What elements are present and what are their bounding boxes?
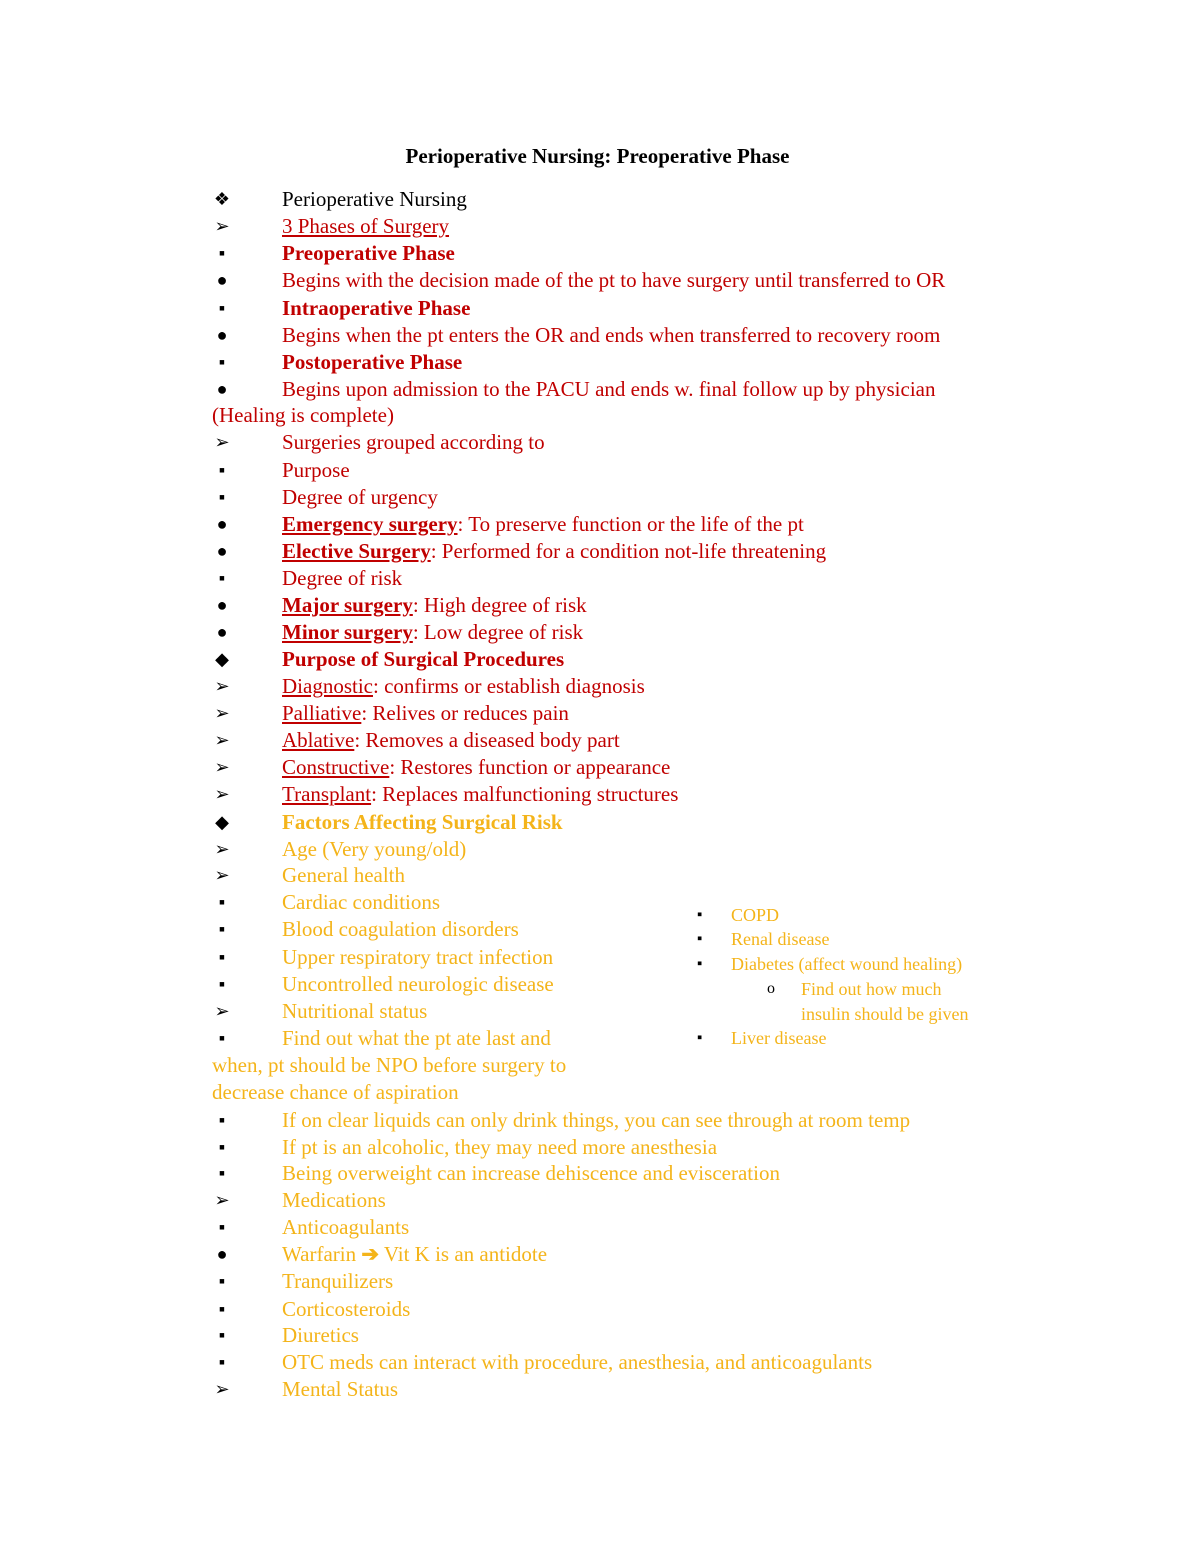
square-bullet-icon: ▪	[218, 892, 226, 912]
square-bullet-icon: ▪	[218, 298, 226, 318]
list-item-continuation: when, pt should be NPO before surgery to	[212, 1053, 567, 1077]
diamond-bullet-icon: ◆	[215, 649, 229, 669]
arrow-bullet-icon: ➢	[214, 216, 230, 236]
square-bullet-icon: ▪	[697, 907, 703, 923]
arrow-bullet-icon: ➢	[214, 1379, 230, 1399]
dot-bullet-icon: ●	[216, 622, 228, 642]
dot-bullet-icon: ●	[216, 541, 228, 561]
square-bullet-icon: ▪	[218, 568, 226, 588]
square-bullet-icon: ▪	[218, 1028, 226, 1048]
square-bullet-icon: ▪	[218, 974, 226, 994]
square-bullet-icon: ▪	[218, 487, 226, 507]
square-bullet-icon: ▪	[218, 1110, 226, 1130]
square-bullet-icon: ▪	[218, 1217, 226, 1237]
square-bullet-icon: ▪	[218, 1271, 226, 1291]
dot-bullet-icon: ●	[216, 379, 228, 399]
square-bullet-icon: ▪	[218, 243, 226, 263]
square-bullet-icon: ▪	[218, 1137, 226, 1157]
dot-bullet-icon: ●	[216, 270, 228, 290]
circle-bullet-icon: o	[767, 980, 775, 997]
square-bullet-icon: ▪	[218, 1352, 226, 1372]
arrow-bullet-icon: ➢	[214, 757, 230, 777]
arrow-bullet-icon: ➢	[214, 1001, 230, 1021]
arrow-bullet-icon: ➢	[214, 865, 230, 885]
dot-bullet-icon: ●	[216, 1244, 228, 1264]
square-bullet-icon: ▪	[218, 947, 226, 967]
diamond-bullet-icon: ◆	[215, 812, 229, 832]
square-bullet-icon: ▪	[697, 1030, 703, 1046]
arrow-bullet-icon: ➢	[214, 1190, 230, 1210]
document-page: Perioperative Nursing: Preoperative Phase ❖ Perioperative Nursing ➢ 3 Phases of Surgery ▪ Preoperative Phase ● Begins with the decision made of the pt to have surgery until transferred to OR ▪ Intraoperative Phase ● Begins when the pt enters the OR and ends when transferred to recovery room ▪ Postoperative Phase ● Begins upon admission to the PACU and ends w. final follow up by physician (Healing is complete) ➢ Surgeries grouped according to ▪ Purpose ▪ Degree of urgency ● Emergency surgery: To preserve function or the life of the pt ● Elective Surgery: Performed for a condition not-life threatening ▪ Degree of risk ● Major surgery: High degree of risk ● Minor surgery: Low degree of risk ◆ Purpose of Surgical Procedures ➢ Diagnostic: confirms or establish diagnosis ➢ Palliative: Relives or reduces pain ➢ Ablative: Removes a diseased body part ➢ Constructive: Restores function or appearance ➢ Transplant: Replaces malfunctioning structures ◆ Factors Affecting Surgical Risk ➢ Age (Very young/old) ➢ General health ▪ Cardiac conditions ▪ Blood coagulation disorders ▪ Upper respiratory tract infection ▪ Uncontrolled neurologic disease ➢ Nutritional status ▪ Find out what the pt ate last and when, pt should be NPO before surgery to decrease chance of aspiration ▪ If on clear liquids can only drink things, you can see through at room temp ▪ If pt is an alcoholic, they may need more anesthesia ▪ Being overweight can increase dehiscence and evisceration ➢ Medications ▪ Anticoagulants ● Warfarin ➔ Vit K is an antidote ▪ Tranquilizers ▪ Corticosteroids ▪ Diuretics ▪ OTC meds can interact with procedure, anesthesia, and anticoagulants ➢ Mental Status ▪ COPD ▪ Renal disease ▪ Diabetes (affect wound healing) o Find out how much insulin should be given ▪ Liver disease	[0, 0, 1200, 1553]
square-bullet-icon: ▪	[697, 956, 703, 972]
arrow-bullet-icon: ➢	[214, 784, 230, 804]
right-arrow-icon: ➔	[361, 1242, 379, 1266]
square-bullet-icon: ▪	[697, 931, 703, 947]
arrow-bullet-icon: ➢	[214, 839, 230, 859]
square-bullet-icon: ▪	[218, 352, 226, 372]
square-bullet-icon: ▪	[218, 460, 226, 480]
dot-bullet-icon: ●	[216, 325, 228, 345]
square-bullet-icon: ▪	[218, 919, 226, 939]
square-bullet-icon: ▪	[218, 1325, 226, 1345]
square-bullet-icon: ▪	[218, 1163, 226, 1183]
dot-bullet-icon: ●	[216, 595, 228, 615]
list-item-continuation: decrease chance of aspiration	[212, 1080, 459, 1104]
diamond-bullet-icon: ❖	[213, 189, 231, 209]
arrow-bullet-icon: ➢	[214, 676, 230, 696]
arrow-bullet-icon: ➢	[214, 730, 230, 750]
page-title: Perioperative Nursing: Preoperative Phase	[405, 144, 790, 168]
list-item-continuation: (Healing is complete)	[212, 403, 394, 427]
arrow-bullet-icon: ➢	[214, 703, 230, 723]
dot-bullet-icon: ●	[216, 514, 228, 534]
square-bullet-icon: ▪	[218, 1299, 226, 1319]
arrow-bullet-icon: ➢	[214, 432, 230, 452]
